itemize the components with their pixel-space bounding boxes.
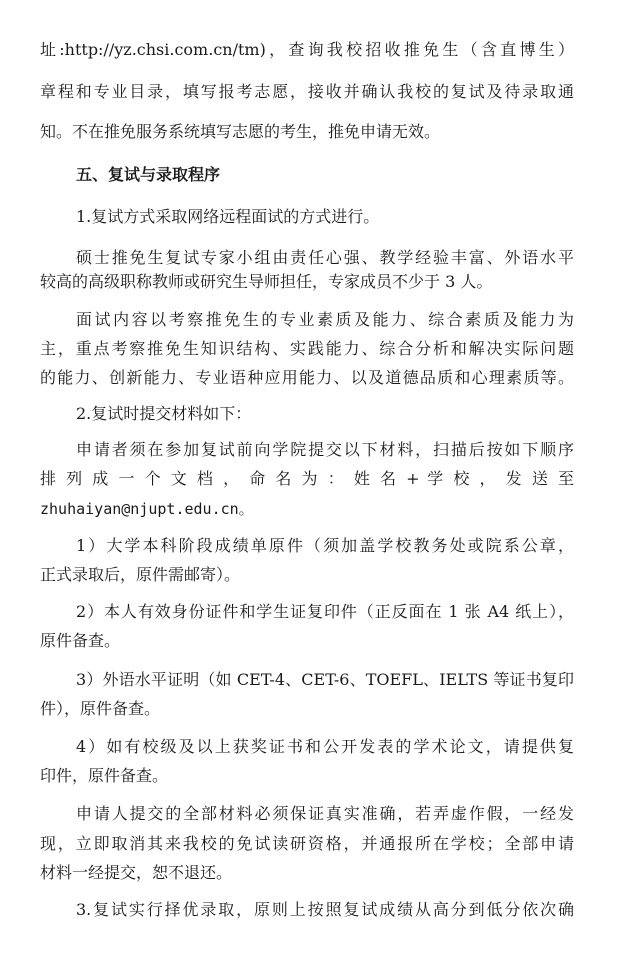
text-line: 排 列 成 一 个 文 档 ， 命 名 为 ： 姓 名 + 学 校 ， 发 送 至 — [40, 469, 574, 488]
text-line: 3）外语水平证明（如 CET-4、CET-6、TOEFL、IELTS 等证书复印 — [76, 670, 574, 689]
text-line: 硕士推免生复试专家小组由责任心强、教学经验丰富、外语水平 — [76, 248, 574, 267]
text-line: 件），原件备查。 — [40, 699, 161, 718]
text-line: 章程和专业目录，填写报考志愿，接收并确认我校的复试及待录取通 — [40, 82, 574, 101]
text-line: 1.复试方式采取网络远程面试的方式进行。 — [76, 207, 380, 226]
text-line: 的能力、创新能力、专业语种应用能力、以及道德品质和心理素质等。 — [40, 368, 574, 387]
text-line: 较高的高级职称教师或研究生导师担任，专家成员不少于 3 人。 — [40, 272, 493, 291]
text-line: 原件备查。 — [40, 631, 121, 650]
text-line: 材料一经提交，恕不退还。 — [40, 863, 233, 882]
text-line: 印件，原件备查。 — [40, 766, 169, 785]
text-line: 知。不在推免服务系统填写志愿的考生，推免申请无效。 — [40, 122, 441, 141]
text-line: 1）大学本科阶段成绩单原件（须加盖学校教务处或院系公章， — [76, 536, 574, 555]
text-line: 4）如有校级及以上获奖证书和公开发表的学术论文，请提供复 — [76, 737, 574, 756]
text-line: 正式录取后，原件需邮寄）。 — [40, 565, 241, 584]
text-line: 申请者须在参加复试前向学院提交以下材料，扫描后按如下顺序 — [76, 440, 574, 459]
text-line: 主，重点考察推免生知识结构、实践能力、综合分析和解决实际问题 — [40, 339, 574, 358]
text-line: 2）本人有效身份证件和学生证复印件（正反面在 1 张 A4 纸上）， — [76, 602, 574, 621]
text-line: 3.复试实行择优录取，原则上按照复试成绩从高分到低分依次确 — [76, 900, 574, 919]
text-line: 2.复试时提交材料如下： — [76, 404, 252, 423]
email-text: zhuhaiyan@njupt.edu.cn。 — [40, 500, 254, 518]
section-heading: 五、复试与录取程序 — [76, 165, 221, 184]
text-line: 现，立即取消其来我校的免试读研资格，并通报所在学校；全部申请 — [40, 834, 574, 853]
text-line: 申请人提交的全部材料必须保证真实准确，若弄虚作假，一经发 — [76, 804, 574, 823]
text-line: 址:http://yz.chsi.com.cn/tm)，查询我校招收推免生（含直博生） — [40, 40, 574, 59]
text-line: 面试内容以考察推免生的专业素质及能力、综合素质及能力为 — [76, 310, 574, 329]
